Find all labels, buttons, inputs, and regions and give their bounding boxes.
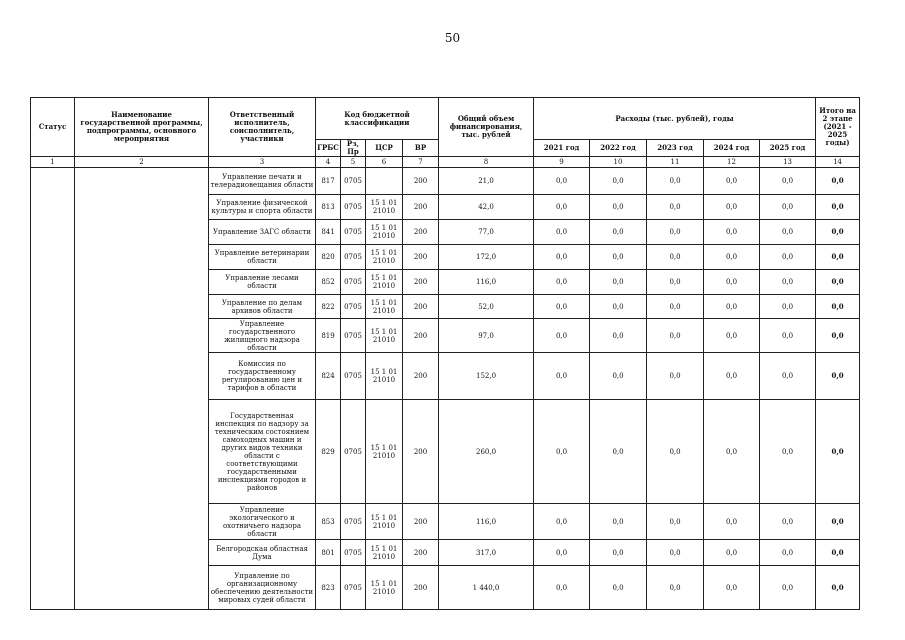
header-2023: 2023 год [647,140,704,157]
cell-2023: 0,0 [647,295,704,319]
cell-2025: 0,0 [760,295,816,319]
cell-itogo: 0,0 [816,220,860,245]
column-number: 5 [341,157,366,168]
cell-executor: Управление ветеринарии области [209,245,316,270]
cell-2025: 0,0 [760,400,816,504]
cell-total: 152,0 [439,353,534,400]
cell-csr: 15 1 01 21010 [366,353,403,400]
cell-2025: 0,0 [760,566,816,610]
cell-2024: 0,0 [704,195,760,220]
cell-grbs: 824 [316,353,341,400]
column-number: 4 [316,157,341,168]
cell-2021: 0,0 [534,319,590,353]
cell-2021: 0,0 [534,220,590,245]
cell-csr: 15 1 01 21010 [366,220,403,245]
cell-2023: 0,0 [647,220,704,245]
table-row [31,168,860,195]
cell-2024: 0,0 [704,245,760,270]
cell-2021: 0,0 [534,168,590,195]
cell-2024: 0,0 [704,220,760,245]
cell-2025: 0,0 [760,504,816,540]
column-number-row [31,157,860,168]
cell-2021: 0,0 [534,540,590,566]
cell-grbs: 822 [316,295,341,319]
cell-itogo: 0,0 [816,319,860,353]
cell-total: 317,0 [439,540,534,566]
cell-2024: 0,0 [704,400,760,504]
cell-grbs: 813 [316,195,341,220]
cell-2024: 0,0 [704,319,760,353]
cell-total: 52,0 [439,295,534,319]
cell-2024: 0,0 [704,540,760,566]
cell-2023: 0,0 [647,168,704,195]
header-rzpr: Рз, Пр [341,140,366,157]
header-expenses: Расходы (тыс. рублей), годы [534,98,816,140]
cell-total: 77,0 [439,220,534,245]
cell-2022: 0,0 [590,270,647,295]
column-number: 11 [647,157,704,168]
cell-2024: 0,0 [704,504,760,540]
cell-2024: 0,0 [704,353,760,400]
cell-2022: 0,0 [590,245,647,270]
header-vr: ВР [403,140,439,157]
cell-2023: 0,0 [647,566,704,610]
cell-vr: 200 [403,540,439,566]
column-number: 8 [439,157,534,168]
cell-executor: Белгородская областная Дума [209,540,316,566]
cell-executor: Управление лесами области [209,270,316,295]
header-grbs: ГРБС [316,140,341,157]
cell-total: 97,0 [439,319,534,353]
cell-rzpr: 0705 [341,319,366,353]
cell-vr: 200 [403,245,439,270]
column-number: 1 [31,157,75,168]
cell-2021: 0,0 [534,566,590,610]
cell-2025: 0,0 [760,353,816,400]
cell-2025: 0,0 [760,220,816,245]
cell-vr: 200 [403,195,439,220]
cell-2024: 0,0 [704,566,760,610]
cell-2022: 0,0 [590,504,647,540]
cell-2022: 0,0 [590,353,647,400]
cell-2021: 0,0 [534,400,590,504]
cell-csr: 15 1 01 21010 [366,195,403,220]
cell-rzpr: 0705 [341,168,366,195]
cell-2021: 0,0 [534,504,590,540]
cell-grbs: 819 [316,319,341,353]
cell-executor: Управление физической культуры и спорта области [209,195,316,220]
cell-2023: 0,0 [647,353,704,400]
cell-grbs: 801 [316,540,341,566]
header-2022: 2022 год [590,140,647,157]
cell-grbs: 820 [316,245,341,270]
cell-grbs: 817 [316,168,341,195]
header-2021: 2021 год [534,140,590,157]
cell-itogo: 0,0 [816,400,860,504]
cell-2023: 0,0 [647,540,704,566]
header-csr: ЦСР [366,140,403,157]
cell-rzpr: 0705 [341,353,366,400]
cell-executor: Управление печати и телерадиовещания области [209,168,316,195]
cell-vr: 200 [403,295,439,319]
cell-executor: Управление экологического и охотничьего надзора области [209,504,316,540]
cell-csr: 15 1 01 21010 [366,400,403,504]
column-number: 2 [75,157,209,168]
cell-grbs: 823 [316,566,341,610]
cell-grbs: 841 [316,220,341,245]
cell-2022: 0,0 [590,168,647,195]
cell-2024: 0,0 [704,168,760,195]
cell-grbs: 852 [316,270,341,295]
cell-executor: Управление по организационному обеспечению деятельности мировых судей области [209,566,316,610]
cell-rzpr: 0705 [341,270,366,295]
cell-2021: 0,0 [534,353,590,400]
cell-2022: 0,0 [590,195,647,220]
cell-total: 260,0 [439,400,534,504]
cell-total: 172,0 [439,245,534,270]
column-number: 14 [816,157,860,168]
header-executor: Ответственный исполнитель, соисполнитель, участники [209,98,316,157]
column-number: 6 [366,157,403,168]
header-name: Наименование государственной программы, подпрограммы, основного мероприятия [75,98,209,157]
cell-vr: 200 [403,220,439,245]
cell-2023: 0,0 [647,245,704,270]
cell-itogo: 0,0 [816,270,860,295]
cell-vr: 200 [403,504,439,540]
cell-2021: 0,0 [534,295,590,319]
header-status: Статус [31,98,75,157]
column-number: 9 [534,157,590,168]
cell-2022: 0,0 [590,566,647,610]
cell-itogo: 0,0 [816,540,860,566]
cell-2022: 0,0 [590,295,647,319]
cell-2022: 0,0 [590,319,647,353]
cell-vr: 200 [403,353,439,400]
column-number: 7 [403,157,439,168]
header-2024: 2024 год [704,140,760,157]
cell-2023: 0,0 [647,504,704,540]
header-budget-code: Код бюджетной классификации [316,98,439,140]
cell-executor: Государственная инспекция по надзору за техническим состоянием самоходных машин и других видов техники области с соответствующими государственными инспекциями городов и районов [209,400,316,504]
cell-2023: 0,0 [647,319,704,353]
cell-csr: 15 1 01 21010 [366,245,403,270]
header-total: Общий объем финансирования, тыс. рублей [439,98,534,157]
cell-2023: 0,0 [647,400,704,504]
cell-2022: 0,0 [590,400,647,504]
cell-vr: 200 [403,319,439,353]
header-2025: 2025 год [760,140,816,157]
cell-executor: Управление государственного жилищного надзора области [209,319,316,353]
cell-name [75,168,209,610]
cell-itogo: 0,0 [816,195,860,220]
cell-rzpr: 0705 [341,295,366,319]
cell-itogo: 0,0 [816,566,860,610]
cell-vr: 200 [403,168,439,195]
cell-total: 116,0 [439,504,534,540]
cell-2021: 0,0 [534,245,590,270]
cell-itogo: 0,0 [816,168,860,195]
cell-csr: 15 1 01 21010 [366,566,403,610]
cell-2023: 0,0 [647,195,704,220]
cell-itogo: 0,0 [816,295,860,319]
header-itogo: Итого на 2 этапе (2021 - 2025 годы) [816,98,860,157]
column-number: 13 [760,157,816,168]
cell-2025: 0,0 [760,270,816,295]
cell-2025: 0,0 [760,245,816,270]
cell-total: 42,0 [439,195,534,220]
cell-csr: 15 1 01 21010 [366,270,403,295]
cell-executor: Управление по делам архивов области [209,295,316,319]
cell-grbs: 853 [316,504,341,540]
cell-vr: 200 [403,566,439,610]
cell-rzpr: 0705 [341,566,366,610]
cell-csr: 15 1 01 21010 [366,295,403,319]
cell-csr: 15 1 01 21010 [366,319,403,353]
cell-rzpr: 0705 [341,540,366,566]
cell-2023: 0,0 [647,270,704,295]
cell-total: 21,0 [439,168,534,195]
column-number: 3 [209,157,316,168]
cell-rzpr: 0705 [341,400,366,504]
cell-2022: 0,0 [590,220,647,245]
cell-rzpr: 0705 [341,195,366,220]
cell-itogo: 0,0 [816,353,860,400]
cell-total: 1 440,0 [439,566,534,610]
column-number: 10 [590,157,647,168]
cell-rzpr: 0705 [341,220,366,245]
cell-2025: 0,0 [760,195,816,220]
cell-total: 116,0 [439,270,534,295]
cell-2025: 0,0 [760,319,816,353]
cell-2022: 0,0 [590,540,647,566]
budget-table [30,97,860,610]
cell-2021: 0,0 [534,270,590,295]
cell-2025: 0,0 [760,168,816,195]
cell-2024: 0,0 [704,295,760,319]
cell-2021: 0,0 [534,195,590,220]
cell-itogo: 0,0 [816,245,860,270]
cell-executor: Комиссия по государственному регулированию цен и тарифов в области [209,353,316,400]
cell-2025: 0,0 [760,540,816,566]
cell-vr: 200 [403,400,439,504]
cell-csr: 15 1 01 21010 [366,540,403,566]
cell-vr: 200 [403,270,439,295]
cell-executor: Управление ЗАГС области [209,220,316,245]
cell-rzpr: 0705 [341,245,366,270]
cell-grbs: 829 [316,400,341,504]
cell-csr [366,168,403,195]
cell-itogo: 0,0 [816,504,860,540]
column-number: 12 [704,157,760,168]
cell-2024: 0,0 [704,270,760,295]
cell-csr: 15 1 01 21010 [366,504,403,540]
page-number: 50 [444,31,461,45]
cell-rzpr: 0705 [341,504,366,540]
cell-status [31,168,75,610]
